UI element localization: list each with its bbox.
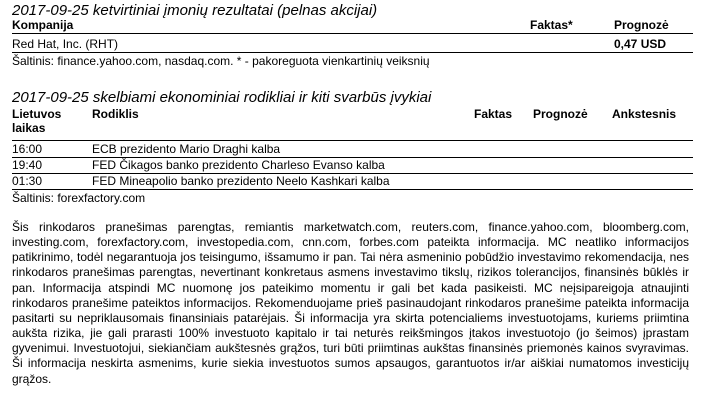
event-indicator: FED Čikagos banko prezidento Charleso Evanso kalba — [92, 158, 385, 172]
event-indicator: FED Mineapolio banko prezidento Neelo Kashkari kalba — [92, 174, 390, 188]
earnings-section-title: 2017-09-25 ketvirtiniai įmonių rezultatai (pelnas akcijai) — [12, 2, 378, 19]
table-row — [12, 158, 693, 172]
company-name: Red Hat, Inc. (RHT) — [12, 37, 119, 51]
column-header-indicator: Rodiklis — [92, 107, 139, 121]
indicators-section-title: 2017-09-25 skelbiami ekonominiai rodikliai ir kiti svarbūs įvykiai — [12, 89, 432, 106]
column-header-actual: Faktas* — [530, 18, 573, 32]
column-header-time: Lietuvos laikas — [12, 107, 62, 135]
event-indicator: ECB prezidento Mario Draghi kalba — [92, 142, 281, 156]
column-header-forecast: Prognozė — [533, 107, 588, 121]
table-row — [12, 142, 693, 156]
column-header-previous: Ankstesnis — [612, 107, 677, 121]
indicators-source-note: Šaltinis: forexfactory.com — [12, 191, 146, 205]
column-header-forecast: Prognozė — [614, 18, 669, 32]
earnings-source-note: Šaltinis: finance.yahoo.com, nasdaq.com. * - pakoreguota vienkartinių veiksnių — [12, 54, 430, 68]
earnings-row-divider — [12, 52, 693, 53]
column-header-company: Kompanija — [12, 18, 74, 32]
event-time: 01:30 — [12, 174, 43, 188]
table-row — [12, 174, 693, 188]
forecast-value: 0,47 USD — [614, 37, 667, 51]
table-row — [12, 37, 693, 51]
disclaimer-text: Šis rinkodaros pranešimas parengtas, remiantis marketwatch.com, reuters.com, finance.yahoo.com, bloomberg.com, investing.com, forexfactory.com, investopedia.com, cnn.com, forbes.com pateikta informacija. MC neatliko informacijos patikrinimo, todėl negarantuoja jos teisingumo, išsamumo ir pan. Tai nėra asmeninio pobūdžio investavimo rekomendacija, nes rinkodaros pranešimas parengtas, nevertinant konkretaus asmens investavimo tikslų, rizikos tolerancijos, finansinės būklės ir pan. Informacija atspindi MC nuomonę jos pateikimo momentu ir gali bet kada pasikeisti. MC neįsipareigoja atnaujinti rinkodaros pranešime pateiktos informacijos. Rekomenduojame prieš pasinaudojant rinkodaros pranešime pateikta informacija pasitarti su nepriklausomais finansiniais patarėjais. Ši informacija yra skirta potencialiems investuotojams, kuriems priimtina aukšta rizika, jie gali prarasti 100% investuoto kapitalo ir tai neturės reikšmingos įtakos investuotojo (jo šeimos) įprastam gyvenimui. Investuotojui, siekiančiam aukštesnės grąžos, turi būti priimtinas aukštas finansinės priemonės kainos svyravimas. Ši informacija neskirta asmenims, kurie siekia investuotos sumos apsaugos, garantuotos ir/ar aiškiai numatomos investicijų grąžos. — [12, 220, 689, 386]
indicators-table-header — [12, 107, 693, 135]
event-time: 19:40 — [12, 158, 43, 172]
row-divider — [12, 189, 693, 190]
earnings-table-header — [12, 18, 693, 32]
column-header-actual: Faktas — [474, 107, 513, 121]
indicators-header-divider — [12, 140, 693, 141]
earnings-header-divider — [12, 33, 693, 34]
event-time: 16:00 — [12, 142, 43, 156]
